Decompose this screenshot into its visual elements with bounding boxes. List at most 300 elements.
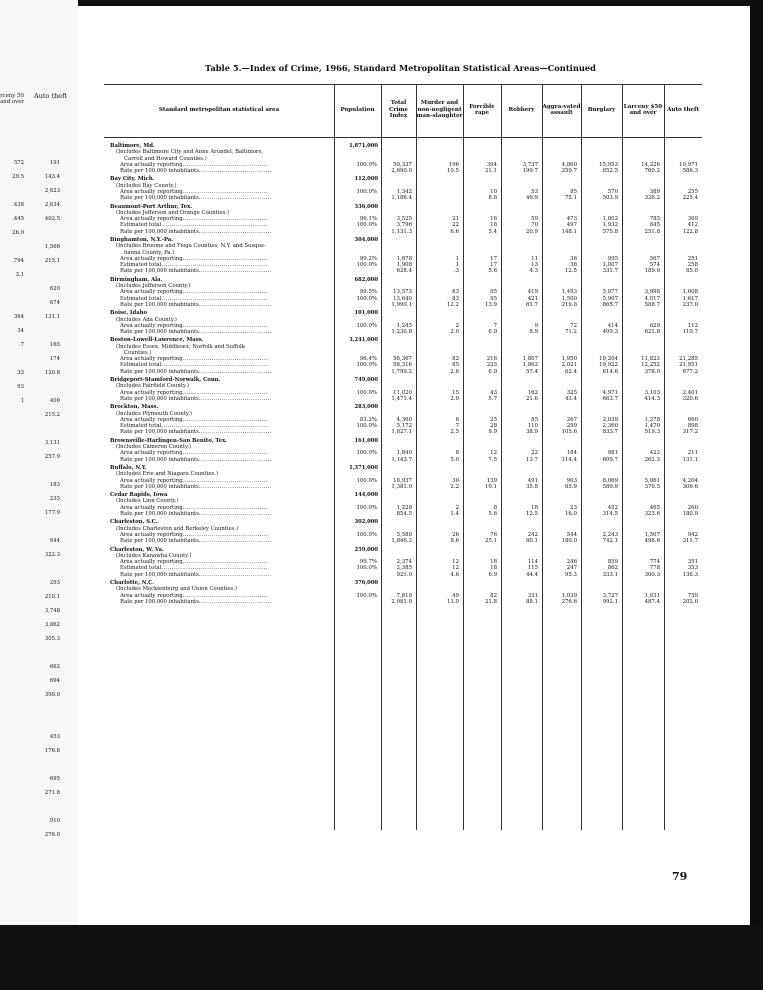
data-cell-total: 50,337 (393, 161, 412, 168)
data-cell-robbery: 85 (531, 416, 538, 423)
prev-auto-value: 210.1 (44, 594, 60, 600)
leader-dots: ......................................... (182, 161, 269, 168)
data-cell-burglary: 1,932 (602, 222, 618, 229)
data-cell-total: 1,131.3 (391, 228, 412, 235)
leader-dots: ......................................... (182, 289, 269, 296)
data-cell-larceny: 323.6 (644, 510, 660, 517)
data-cell-murder: 83 (452, 289, 459, 296)
area-row-label: Area actually reporting (120, 559, 183, 566)
data-cell-population: 100.0% (356, 450, 377, 457)
data-cell-assault: 62.4 (564, 368, 577, 375)
leader-dots: ......................................... (182, 322, 269, 329)
data-cell-larceny: 422 (649, 450, 660, 457)
data-cell-total: 11,020 (393, 389, 412, 396)
area-note (120, 599, 332, 605)
leader-dots: ......................................... (182, 559, 269, 566)
area-note: (Includes Jefferson and Orange Counties.) (116, 209, 230, 216)
data-cell-total: 1,186.4 (391, 195, 412, 202)
data-cell-rape: 5.7 (488, 395, 497, 402)
data-cell-rape: 139 (486, 477, 497, 484)
data-cell-murder: 2.0 (450, 329, 459, 335)
data-cell-assault: 72 (570, 322, 577, 329)
leader-dots: ................................... (198, 483, 272, 490)
prev-auto-value: 2,623 (44, 188, 60, 194)
data-cell-burglary: 314.5 (602, 510, 618, 517)
data-cell-auto: 10,971 (679, 161, 698, 168)
population-cell: 112,000 (354, 176, 378, 183)
data-cell-auto: 353 (687, 565, 698, 572)
leader-dots: ................................... (198, 510, 272, 517)
data-cell-total: 1,228 (396, 504, 412, 511)
area-row-label: Estimated total (120, 423, 162, 430)
data-cell-assault: 95.3 (564, 571, 577, 578)
data-cell-burglary: 15,953 (599, 161, 618, 168)
area-note (120, 168, 332, 174)
leader-dots: ................................... (198, 228, 272, 235)
area-note (120, 572, 332, 578)
area-note (120, 538, 332, 544)
data-cell-auto: 251 (687, 255, 698, 262)
data-cell-murder: 2.5 (450, 429, 459, 436)
area-name: Buffalo, N.Y. (110, 465, 147, 471)
data-cell-population: 100.0% (356, 161, 377, 168)
data-cell-total: 2,385 (396, 565, 412, 572)
data-cell-murder: 83 (452, 295, 459, 302)
data-cell-rape: 5.6 (488, 510, 497, 517)
prev-auto-value: 3,131 (44, 440, 60, 446)
area-name: Cedar Rapids, Iowa (110, 492, 168, 499)
prev-larceny-value: 1 (20, 398, 24, 404)
data-cell-auto: 21,951 (679, 362, 698, 369)
data-cell-robbery: 331 (527, 592, 538, 599)
leader-dots: ......................................... (182, 356, 269, 363)
data-cell-rape: 6.9 (488, 571, 497, 578)
data-cell-murder: 6.6 (450, 228, 459, 235)
data-cell-burglary: 5,877 (602, 289, 618, 296)
data-cell-rape: 6.9 (488, 329, 497, 335)
data-cell-auto: 260 (687, 504, 698, 511)
prev-larceny-value: .445 (12, 216, 24, 222)
prev-auto-value: 2,634 (44, 202, 60, 208)
area-row-label: Estimated total (120, 295, 162, 302)
data-cell-larceny: 300.3 (644, 571, 660, 578)
prev-auto-value: 402.5 (44, 216, 60, 222)
data-cell-larceny: 189.0 (644, 268, 660, 275)
data-cell-assault: 114.4 (561, 456, 577, 463)
data-cell-population: 100.0% (356, 295, 377, 302)
data-cell-burglary: 865.7 (602, 301, 618, 308)
area-row-label: Area actually reporting (120, 531, 183, 538)
data-cell-burglary: 992.1 (602, 598, 618, 605)
data-cell-larceny: 519.3 (644, 429, 660, 436)
area-name: Charleston, S.C. (110, 519, 158, 526)
data-cell-assault: 1,493 (561, 289, 577, 296)
area-row-label: Area actually reporting (120, 289, 183, 296)
data-cell-assault: 219.8 (561, 301, 577, 308)
leader-dots: ................................................... (161, 565, 268, 572)
data-cell-assault: 65.9 (564, 483, 577, 490)
area-row-label: Rate per 100,000 inhabitants (120, 538, 199, 545)
data-cell-auto: 1,617 (682, 295, 698, 302)
area-row-label: Estimated total (120, 362, 162, 369)
data-cell-rape: 17 (490, 255, 497, 262)
area-row-label: Area actually reporting (120, 255, 183, 262)
data-cell-total: 58,316 (393, 362, 412, 369)
data-cell-robbery: 1,862 (522, 362, 538, 369)
data-cell-auto: 180.9 (682, 510, 698, 517)
area-note (120, 229, 332, 235)
area-note: (Includes Mecklenburg and Union Counties.) (116, 586, 237, 593)
data-cell-population: 100.0% (356, 423, 377, 430)
data-cell-larceny: 1,831 (644, 592, 660, 599)
area-name: Charlotte, N.C. (110, 580, 155, 587)
data-cell-total: 1,846.2 (391, 538, 412, 545)
data-cell-larceny: 629 (649, 322, 660, 329)
prev-larceny-value: .794 (12, 258, 24, 264)
population-cell: 283,000 (354, 404, 378, 411)
area-row-label: Estimated total (120, 565, 162, 572)
area-row-label: Area actually reporting (120, 216, 183, 223)
leader-dots: ................................... (198, 395, 272, 402)
data-cell-robbery: 162 (527, 389, 538, 396)
data-cell-murder: 2.0 (450, 395, 459, 402)
population-cell: 1,371,000 (349, 465, 378, 471)
data-cell-burglary: 833.7 (602, 429, 618, 436)
data-cell-larceny: 774 (649, 559, 660, 566)
data-cell-rape: 28 (490, 423, 497, 430)
area-note (120, 511, 332, 517)
data-cell-auto: 112 (687, 322, 698, 329)
data-cell-burglary: 614.6 (602, 368, 618, 375)
data-cell-larceny: 760.2 (644, 168, 660, 174)
data-cell-larceny: 487.4 (644, 598, 660, 605)
data-cell-robbery: 242 (527, 531, 538, 538)
area-row-label: Rate per 100,000 inhabitants (120, 483, 199, 490)
prev-auto-value: 453 (49, 734, 60, 740)
data-cell-population: 100.0% (356, 531, 377, 538)
area-note: (Includes Erie and Niagara Counties.) (116, 471, 219, 478)
data-cell-auto: 258 (687, 262, 698, 269)
area-note: (Includes Charleston and Berkeley Counties.) (116, 525, 239, 532)
data-cell-total: 3,525 (396, 216, 412, 223)
data-cell-rape: 25.1 (484, 538, 497, 545)
data-cell-larceny: 4,017 (644, 295, 660, 302)
data-cell-auto: 317.2 (682, 429, 698, 436)
data-cell-rape: 223 (486, 362, 497, 369)
data-cell-auto: 131.1 (682, 456, 698, 463)
population-cell: 101,000 (354, 310, 378, 317)
population-cell: 302,000 (354, 519, 378, 526)
data-cell-larceny: 465 (649, 504, 660, 511)
data-cell-population: 100.0% (356, 389, 377, 396)
data-cell-larceny: 370.5 (644, 483, 660, 490)
data-cell-rape: 5.4 (488, 228, 497, 235)
area-row-label: Rate per 100,000 inhabitants (120, 429, 199, 436)
area-row-label: Area actually reporting (120, 188, 183, 195)
area-row-label: Estimated total (120, 222, 162, 229)
data-cell-total: 628.4 (396, 268, 412, 275)
data-cell-assault: 299 (566, 423, 577, 430)
prev-auto-value: 177.9 (44, 510, 60, 516)
data-cell-rape: 12 (490, 450, 497, 457)
area-row-label: Estimated total (120, 262, 162, 269)
data-cell-burglary: 3,727 (602, 592, 618, 599)
data-cell-auto: 942 (687, 531, 698, 538)
data-cell-auto: 2,401 (682, 389, 698, 396)
data-cell-rape: 8.8 (488, 195, 497, 202)
leader-dots: ................................... (198, 368, 272, 375)
area-row-label: Rate per 100,000 inhabitants (120, 571, 199, 578)
data-cell-robbery: 4.3 (529, 268, 538, 275)
data-cell-assault: 4,860 (561, 161, 577, 168)
data-cell-assault: 246 (566, 559, 577, 566)
data-cell-total: 1,143.7 (391, 456, 412, 463)
area-name: Brownsville-Harlingen-San Benito, Tex. (110, 437, 228, 444)
data-cell-murder: 6 (455, 416, 459, 423)
data-cell-auto: 21,285 (679, 356, 698, 363)
data-cell-murder: 8.6 (450, 538, 459, 545)
area-note (120, 329, 332, 335)
data-cell-rape: 25 (490, 416, 497, 423)
data-cell-larceny: 845 (649, 222, 660, 229)
population-cell: 144,000 (354, 492, 378, 499)
col-header-assault: Aggra-vated assault (542, 103, 581, 116)
data-cell-population: 96.1% (359, 216, 377, 223)
data-cell-robbery: 46.9 (525, 195, 538, 202)
data-cell-robbery: 88.1 (525, 598, 538, 605)
data-cell-total: 5,580 (396, 531, 412, 538)
data-cell-population: 100.0% (356, 504, 377, 511)
data-cell-auto: 660 (687, 416, 698, 423)
previous-page-strip (0, 0, 78, 990)
leader-dots: ......................................... (182, 416, 269, 423)
area-row-label: Area actually reporting (120, 416, 183, 423)
area-name: Birmingham, Ala. (110, 276, 163, 283)
area-note (120, 429, 332, 435)
prev-auto-value: 390.0 (44, 692, 60, 698)
data-cell-larceny: 5,061 (644, 477, 660, 484)
data-cell-murder: 12 (452, 559, 459, 566)
leader-dots: ................................... (198, 268, 272, 275)
data-cell-total: 1,245 (396, 322, 412, 329)
data-cell-burglary: 409.3 (602, 329, 618, 335)
data-cell-rape: 95 (490, 295, 497, 302)
data-cell-rape: 8 (493, 504, 497, 511)
prev-auto-value: 694 (49, 678, 60, 684)
area-name: Bay City, Mich. (110, 176, 155, 183)
prev-larceny-value: 29.5 (12, 174, 24, 180)
data-cell-robbery: 22 (531, 450, 538, 457)
area-note (120, 484, 332, 490)
data-cell-assault: 148.1 (561, 228, 577, 235)
data-cell-burglary: 8,069 (602, 477, 618, 484)
data-cell-larceny: 3,998 (644, 289, 660, 296)
data-cell-murder: 82 (452, 356, 459, 363)
data-cell-auto: 237.0 (682, 301, 698, 308)
data-cell-robbery: 1,807 (522, 356, 538, 363)
prev-auto-value: 276.0 (44, 832, 60, 838)
prev-auto-value: 662 (49, 664, 60, 670)
data-cell-total: 18,937 (393, 477, 412, 484)
leader-dots: ......................................... (182, 504, 269, 511)
leader-dots: ................................... (198, 195, 272, 202)
data-cell-larceny: 588.7 (644, 301, 660, 308)
data-cell-burglary: 663.7 (602, 395, 618, 402)
data-cell-auto: 677.2 (682, 368, 698, 375)
area-row-label: Rate per 100,000 inhabitants (120, 301, 199, 308)
data-cell-larceny: 1,278 (644, 416, 660, 423)
data-cell-murder: 1 (455, 262, 459, 269)
data-cell-population: 99.2% (359, 255, 377, 262)
data-cell-rape: 95 (490, 289, 497, 296)
data-cell-assault: 1,039 (561, 592, 577, 599)
data-cell-burglary: 503.9 (602, 195, 618, 202)
data-cell-auto: 136.3 (682, 571, 698, 578)
data-cell-robbery: 12.5 (525, 510, 538, 517)
area-row-label: Area actually reporting (120, 450, 183, 457)
data-cell-assault: 1,950 (561, 356, 577, 363)
prev-auto-value: 400 (49, 398, 60, 404)
data-cell-auto: 351 (687, 559, 698, 566)
prev-auto-value: 143.4 (44, 174, 60, 180)
data-cell-assault: 71.2 (564, 329, 577, 335)
data-cell-larceny: 574 (649, 262, 660, 269)
data-cell-auto: 311.7 (682, 538, 698, 545)
data-cell-auto: 211 (687, 450, 698, 457)
prev-auto-value: 215.1 (44, 258, 60, 264)
data-cell-total: 2,081.0 (391, 598, 412, 605)
prev-auto-value: 131.1 (44, 314, 60, 320)
data-cell-robbery: 20.9 (525, 228, 538, 235)
data-cell-murder: 2.2 (450, 483, 459, 490)
leader-dots: ......................................... (182, 477, 269, 484)
area-row-label: Rate per 100,000 inhabitants (120, 456, 199, 463)
data-cell-rape: 216 (486, 356, 497, 363)
data-cell-robbery: 8.9 (529, 329, 538, 335)
data-cell-population: 100.0% (356, 362, 377, 369)
data-cell-total: 1,840 (396, 450, 412, 457)
data-cell-auto: 110.7 (682, 329, 698, 335)
data-cell-robbery: 35.8 (525, 483, 538, 490)
data-cell-robbery: 199.7 (522, 168, 538, 174)
prev-auto-value: 165 (49, 342, 60, 348)
area-note (120, 268, 332, 274)
data-cell-population: 96.4% (359, 356, 377, 363)
data-cell-total: 5,172 (396, 423, 412, 430)
page-number: 79 (672, 870, 688, 883)
data-cell-larceny: 326.2 (644, 195, 660, 202)
data-cell-burglary: 1,007 (602, 262, 618, 269)
leader-dots: ................................... (198, 168, 272, 174)
prev-auto-value: 305.3 (44, 636, 60, 642)
data-cell-rape: 7 (493, 322, 497, 329)
area-note: (Includes Kanawha County.) (116, 552, 192, 559)
area-row-label: Area actually reporting (120, 161, 183, 168)
population-cell: 1,871,000 (349, 143, 378, 149)
data-cell-burglary: 570 (607, 188, 618, 195)
data-cell-assault: 85 (570, 188, 577, 195)
data-cell-total: 56,367 (393, 356, 412, 363)
data-cell-burglary: 852.5 (602, 168, 618, 174)
data-cell-rape: 13.9 (484, 301, 497, 308)
data-cell-robbery: 3,737 (522, 161, 538, 168)
prev-larceny-value: 572 (13, 160, 24, 166)
area-note: Counties.) (124, 349, 152, 356)
data-cell-burglary: 589.9 (602, 483, 618, 490)
data-cell-burglary: 862 (607, 565, 618, 572)
data-cell-assault: 23 (570, 504, 577, 511)
data-cell-auto: 255 (687, 188, 698, 195)
data-cell-assault: 16.0 (564, 510, 577, 517)
data-cell-rape: 10.1 (484, 483, 497, 490)
area-note: (Includes Ada County.) (116, 316, 177, 323)
data-cell-murder: 10.5 (446, 168, 459, 174)
area-note (120, 195, 332, 201)
data-cell-burglary: 5,907 (602, 295, 618, 302)
data-cell-total: 7,818 (396, 592, 412, 599)
data-cell-burglary: 609.7 (602, 456, 618, 463)
data-cell-murder: 21 (452, 216, 459, 223)
data-cell-auto: 759 (687, 592, 698, 599)
data-cell-population: 99.7% (359, 559, 377, 566)
data-cell-auto: 369 (687, 216, 698, 223)
data-cell-robbery: 70 (531, 222, 538, 229)
data-cell-total: 1,230.8 (391, 329, 412, 335)
data-cell-murder: 1 (455, 255, 459, 262)
area-name: Beaumont-Port Arthur, Tex. (110, 203, 193, 210)
area-note: (Includes Cameron County.) (116, 444, 191, 451)
data-cell-population: 100.0% (356, 322, 377, 329)
data-cell-assault: 180.0 (561, 538, 577, 545)
data-cell-murder: 15 (452, 389, 459, 396)
prev-auto-value: 3,862 (44, 622, 60, 628)
data-cell-murder: 2.6 (450, 368, 459, 375)
data-cell-burglary: 981 (607, 450, 618, 457)
data-cell-burglary: 575.8 (602, 228, 618, 235)
leader-dots: ................................................... (161, 262, 268, 269)
data-cell-assault: 12.5 (564, 268, 577, 275)
data-cell-larceny: 12,252 (641, 362, 660, 369)
data-cell-rape: 21.8 (484, 598, 497, 605)
leader-dots: ................................................... (161, 295, 268, 302)
area-note (120, 396, 332, 402)
data-cell-robbery: 9 (534, 322, 538, 329)
data-cell-robbery: 53 (531, 188, 538, 195)
data-cell-robbery: 80.1 (525, 538, 538, 545)
data-cell-population: 100.0% (356, 592, 377, 599)
data-cell-assault: 325 (566, 389, 577, 396)
area-row-label: Area actually reporting (120, 389, 183, 396)
data-cell-larceny: 1,470 (644, 423, 660, 430)
data-cell-larceny: 14,226 (641, 161, 660, 168)
prev-auto-value: 257.9 (44, 454, 60, 460)
area-row-label: Area actually reporting (120, 477, 183, 484)
col-header-larceny: Larceny $50 and over (623, 103, 663, 116)
data-cell-robbery: 491 (527, 477, 538, 484)
area-note: (Includes Jefferson County.) (116, 283, 191, 290)
area-row-label: Area actually reporting (120, 592, 183, 599)
data-cell-total: 2,374 (396, 559, 412, 566)
area-row-label: Rate per 100,000 inhabitants (120, 368, 199, 375)
leader-dots: ......................................... (182, 592, 269, 599)
leader-dots: ................................... (198, 301, 272, 308)
data-cell-total: 1,878 (396, 255, 412, 262)
population-cell: 376,000 (354, 580, 378, 587)
data-cell-robbery: 44.4 (525, 571, 538, 578)
data-cell-auto: 586.3 (682, 168, 698, 174)
data-cell-auto: 122.8 (682, 228, 698, 235)
data-cell-assault: 267 (566, 416, 577, 423)
